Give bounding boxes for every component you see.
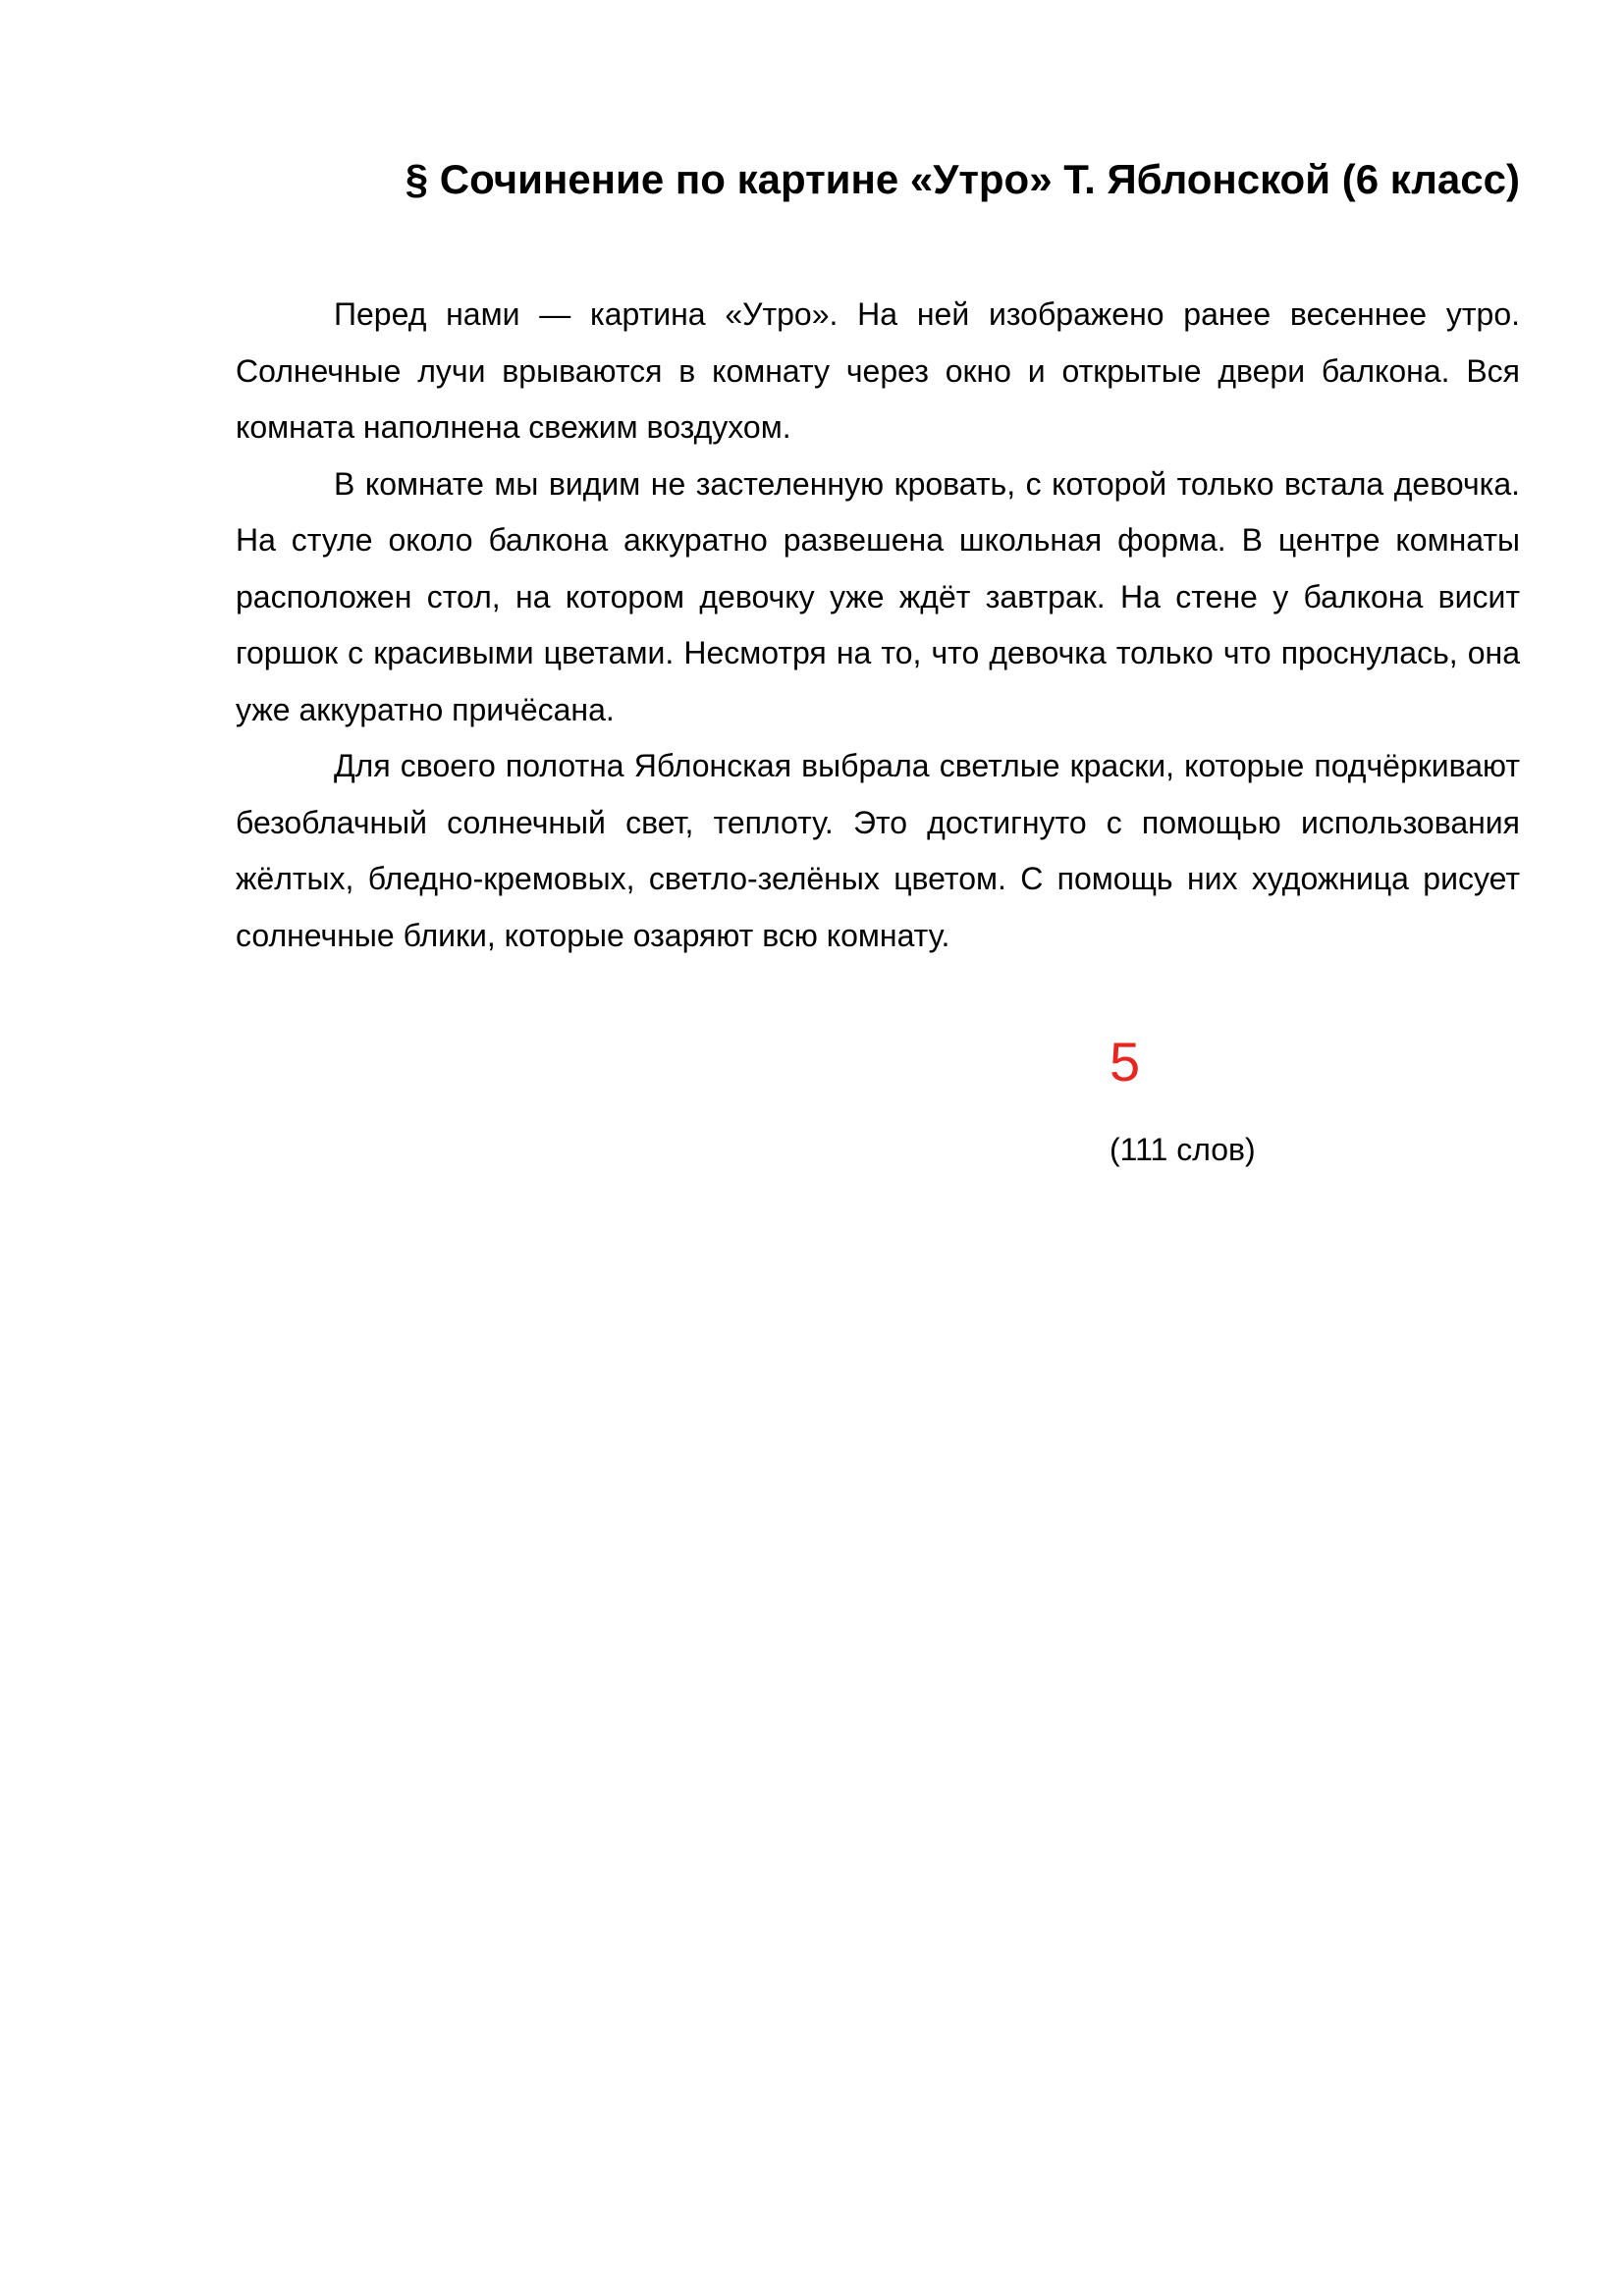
word-count: (111 слов) (1110, 1132, 1256, 1167)
essay-body (236, 287, 1520, 964)
grade-mark: 5 (1110, 1031, 1141, 1093)
page-title: § Сочинение по картине «Утро» Т. Яблонской (6 класс) (405, 156, 1520, 202)
paragraph-1: Перед нами — картина «Утро». На ней изображено ранее весеннее утро. Солнечные лучи врываются в комнату через окно и открытые двери балкона. Вся комната наполнена свежим воздухом. (236, 296, 1520, 445)
paragraph-2: В комнате мы видим не застеленную кровать, с которой только встала девочка. На стуле около балкона аккуратно развешена школьная форма. В центре комнаты расположен стол, на котором девочку уже ждёт завтрак. На стене у балкона висит горшок с красивыми цветами. Несмотря на то, что девочка только что проснулась, она уже аккуратно причёсана. (236, 465, 1520, 727)
paragraph-3: Для своего полотна Яблонская выбрала светлые краски, которые подчёркивают безоблачный солнечный свет, теплоту. Это достигнуто с помощью использования жёлтых, бледно-кремовых, светло-зелёных цветом. С помощь них художница рисует солнечные блики, которые озаряют всю комнату. (236, 748, 1520, 953)
